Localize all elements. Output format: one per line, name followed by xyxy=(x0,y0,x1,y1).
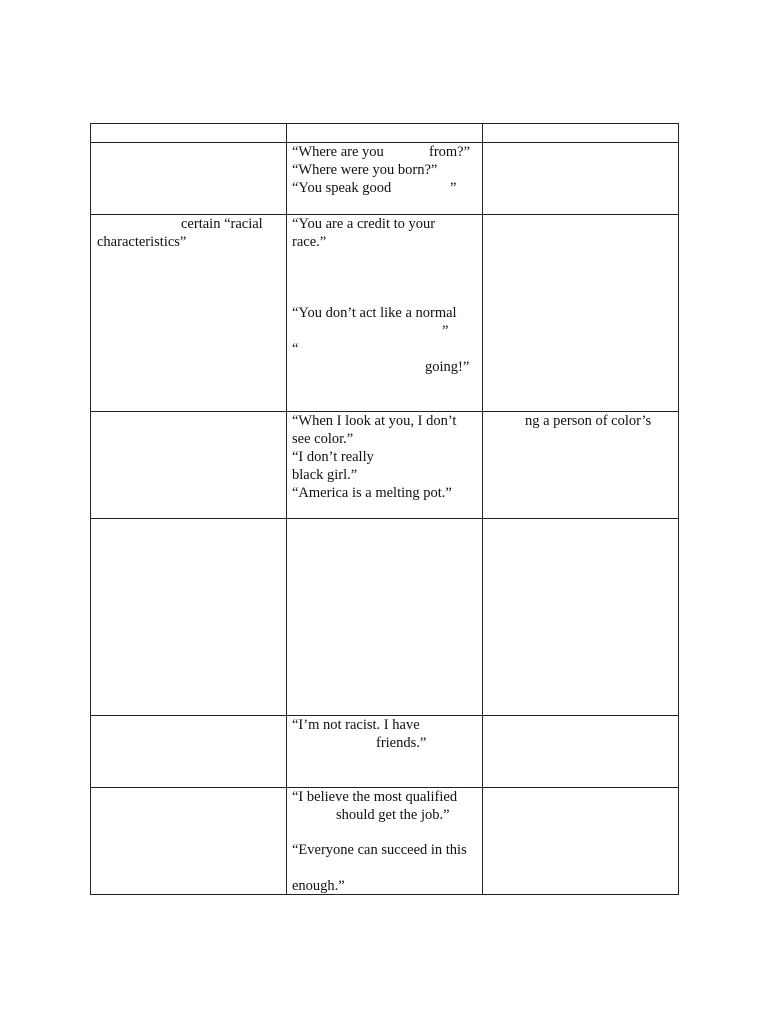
example-line: “Everyone can succeed in this xyxy=(292,842,467,858)
example-line: “America is a melting pot.” xyxy=(292,485,452,501)
example-line: from?” xyxy=(429,144,471,160)
example-line: “You don’t act like a normal xyxy=(292,305,457,321)
example-line: “When I look at you, I don’t xyxy=(292,413,457,429)
table-header-row xyxy=(91,124,679,143)
example-line: “I don’t really xyxy=(292,449,374,465)
example-line: “Where were you born?” xyxy=(292,162,438,178)
example-line: enough.” xyxy=(292,878,345,894)
microaggressions-table xyxy=(90,123,679,895)
row-5-message-cell xyxy=(483,716,679,787)
header-cell-3 xyxy=(483,124,679,142)
example-line: friends.” xyxy=(376,735,427,751)
row-5-theme-cell xyxy=(91,716,287,787)
row-3-message-cell xyxy=(483,412,679,518)
row-1-example-cell xyxy=(287,143,483,214)
row-2-example-cell xyxy=(287,215,483,411)
example-line: “Where are you xyxy=(292,144,384,160)
example-line: ” xyxy=(442,323,449,339)
row-2-message-cell xyxy=(483,215,679,411)
header-cell-2 xyxy=(287,124,483,142)
theme-line: characteristics” xyxy=(97,234,187,250)
example-line: “I believe the most qualified xyxy=(292,789,458,805)
example-line: see color.” xyxy=(292,431,354,447)
theme-line: certain “racial xyxy=(181,216,263,232)
example-line: should get the job.” xyxy=(336,807,450,823)
row-3-theme-cell xyxy=(91,412,287,518)
row-6-message-cell xyxy=(483,788,679,894)
row-6-theme-cell xyxy=(91,788,287,894)
example-line: “I’m not racist. I have xyxy=(292,717,420,733)
example-line: race.” xyxy=(292,234,327,250)
example-line: going!” xyxy=(425,359,470,375)
row-3-example-cell xyxy=(287,412,483,518)
row-4-example-cell xyxy=(287,519,483,715)
example-line: “ xyxy=(292,341,299,357)
row-2-theme-cell xyxy=(91,215,287,411)
example-line: “You are a credit to your xyxy=(292,216,436,232)
example-line: “You speak good xyxy=(292,180,392,196)
example-line: ” xyxy=(450,180,457,196)
row-6-example-cell xyxy=(287,788,483,894)
row-4-message-cell xyxy=(483,519,679,715)
row-5-example-cell xyxy=(287,716,483,787)
table-row-2 xyxy=(91,215,679,412)
row-1-theme-cell xyxy=(91,143,287,214)
example-line: black girl.” xyxy=(292,467,358,483)
table-row-1 xyxy=(91,143,679,215)
table-row-6 xyxy=(91,788,679,895)
header-cell-1 xyxy=(91,124,287,142)
message-line: ng a person of color’s xyxy=(525,413,652,429)
row-4-theme-cell xyxy=(91,519,287,715)
table-row-5 xyxy=(91,716,679,788)
row-1-message-cell xyxy=(483,143,679,214)
table-row-3 xyxy=(91,412,679,519)
table-row-4 xyxy=(91,519,679,716)
